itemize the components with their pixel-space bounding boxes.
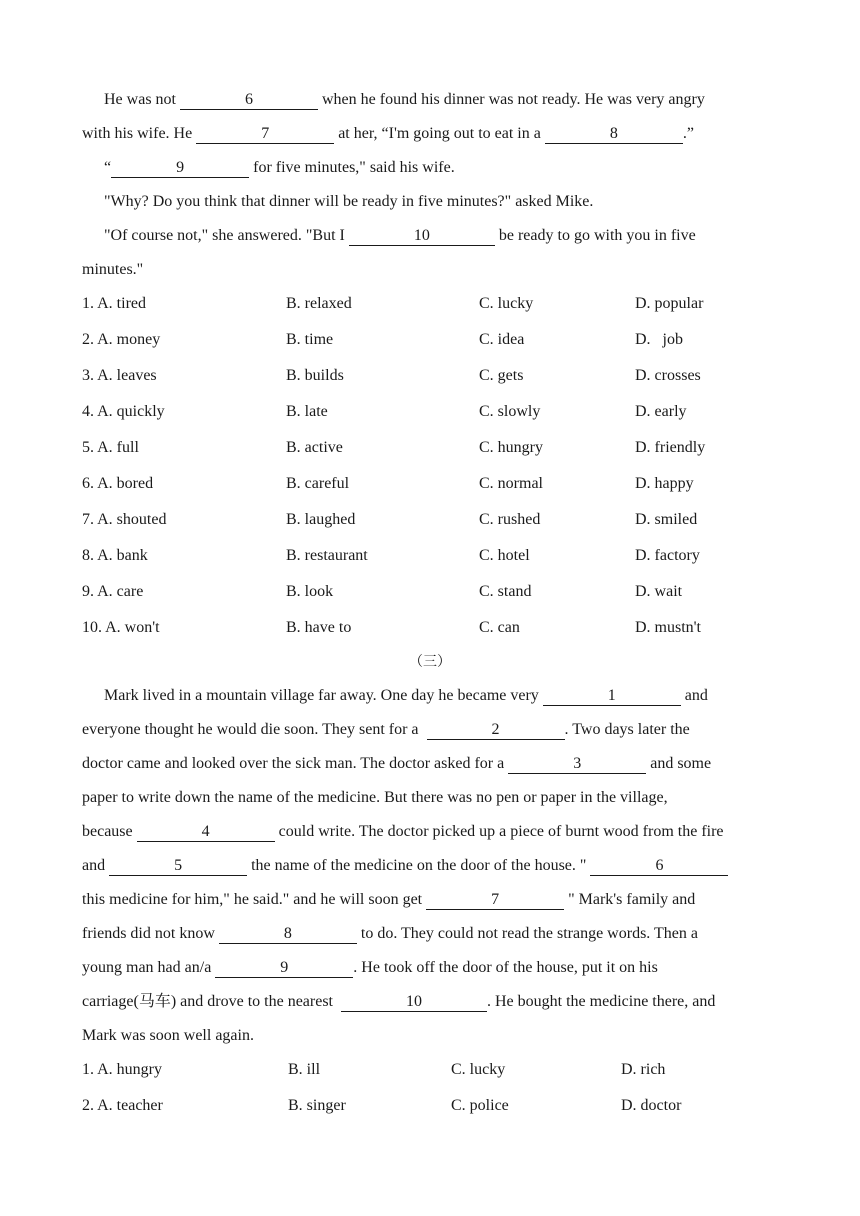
option-row bbox=[0, 510, 860, 530]
option-b: B. time bbox=[286, 331, 334, 348]
option-b: B. relaxed bbox=[286, 295, 352, 312]
passage-line: Mark lived in a mountain village far away. One day he became very 1 and bbox=[104, 687, 708, 704]
passage-line: "Why? Do you think that dinner will be ready in five minutes?" asked Mike. bbox=[104, 193, 594, 210]
option-c: C. hungry bbox=[479, 439, 543, 456]
option-a: 6. A. bored bbox=[82, 475, 154, 492]
option-c: C. hotel bbox=[479, 547, 530, 564]
option-b: B. careful bbox=[286, 475, 350, 492]
option-row bbox=[0, 402, 860, 422]
option-b: B. builds bbox=[286, 367, 344, 384]
option-d: D. mustn't bbox=[635, 619, 701, 636]
blank-2: 2 bbox=[427, 721, 565, 740]
option-a: 1. A. hungry bbox=[82, 1061, 162, 1078]
option-a: 5. A. full bbox=[82, 439, 139, 456]
passage-line: doctor came and looked over the sick man. The doctor asked for a 3 and some bbox=[82, 755, 712, 772]
option-row bbox=[0, 366, 860, 386]
passage-line: friends did not know 8 to do. They could not read the strange words. Then a bbox=[82, 925, 698, 942]
option-row bbox=[0, 294, 860, 314]
option-a: 2. A. money bbox=[82, 331, 161, 348]
option-a: 8. A. bank bbox=[82, 547, 148, 564]
option-b: B. late bbox=[286, 403, 328, 420]
option-d: D. wait bbox=[635, 583, 683, 600]
option-a: 1. A. tired bbox=[82, 295, 146, 312]
passage-line: and 5 the name of the medicine on the door of the house. " 6 bbox=[82, 856, 728, 876]
blank-1: 1 bbox=[543, 687, 681, 706]
passage-line: “ 9 for five minutes," said his wife. bbox=[104, 159, 455, 176]
option-d: D. happy bbox=[635, 475, 694, 492]
option-d: D. friendly bbox=[635, 439, 706, 456]
blank-3: 3 bbox=[508, 755, 646, 774]
option-row bbox=[0, 438, 860, 458]
option-b: B. active bbox=[286, 439, 343, 456]
option-b: B. restaurant bbox=[286, 547, 368, 564]
option-b: B. laughed bbox=[286, 511, 356, 528]
option-d: D. smiled bbox=[635, 511, 698, 528]
option-row bbox=[0, 330, 860, 350]
option-d: D. popular bbox=[635, 295, 704, 312]
option-a: 10. A. won't bbox=[82, 619, 160, 636]
passage-line: because 4 could write. The doctor picked up a piece of burnt wood from the fire bbox=[82, 823, 724, 840]
option-c: C. normal bbox=[479, 475, 543, 492]
blank-7: 7 bbox=[196, 125, 334, 144]
blank-9: 9 bbox=[111, 159, 249, 178]
blank-5: 5 bbox=[109, 857, 247, 876]
passage-line: Mark was soon well again. bbox=[82, 1027, 254, 1044]
option-d: D. crosses bbox=[635, 367, 701, 384]
option-d: D. early bbox=[635, 403, 687, 420]
option-row bbox=[0, 582, 860, 602]
option-a: 4. A. quickly bbox=[82, 403, 165, 420]
option-c: C. lucky bbox=[479, 295, 534, 312]
option-c: C. gets bbox=[479, 367, 524, 384]
passage-line: with his wife. He 7 at her, “I'm going out to eat in a 8 .” bbox=[82, 125, 694, 142]
option-b: B. have to bbox=[286, 619, 352, 636]
option-d: D. factory bbox=[635, 547, 700, 564]
blank-10: 10 bbox=[349, 227, 495, 246]
option-c: C. stand bbox=[479, 583, 532, 600]
blank-7: 7 bbox=[426, 891, 564, 910]
blank-8: 8 bbox=[219, 925, 357, 944]
blank-6: 6 bbox=[590, 857, 728, 876]
option-c: C. idea bbox=[479, 331, 525, 348]
option-d: D. rich bbox=[621, 1061, 666, 1078]
blank-9: 9 bbox=[215, 959, 353, 978]
passage-line: everyone thought he would die soon. They sent for a 2 . Two days later the bbox=[82, 721, 690, 738]
option-b: B. ill bbox=[288, 1061, 321, 1078]
option-row bbox=[0, 1096, 860, 1116]
section-title: （三） bbox=[409, 654, 451, 670]
blank-10: 10 bbox=[341, 993, 487, 1012]
blank-6: 6 bbox=[180, 91, 318, 110]
passage-line: minutes." bbox=[82, 261, 144, 278]
option-row bbox=[0, 474, 860, 494]
option-c: C. rushed bbox=[479, 511, 541, 528]
option-c: C. can bbox=[479, 619, 520, 636]
option-c: C. slowly bbox=[479, 403, 541, 420]
option-b: B. singer bbox=[288, 1097, 346, 1114]
option-a: 9. A. care bbox=[82, 583, 144, 600]
option-d: D. doctor bbox=[621, 1097, 682, 1114]
option-d: D. job bbox=[635, 331, 683, 348]
passage-line: young man had an/a 9 . He took off the door of the house, put it on his bbox=[82, 959, 658, 976]
option-b: B. look bbox=[286, 583, 334, 600]
passage-line: paper to write down the name of the medicine. But there was no pen or paper in the village, bbox=[82, 789, 668, 806]
blank-4: 4 bbox=[137, 823, 275, 842]
option-row bbox=[0, 546, 860, 566]
option-a: 7. A. shouted bbox=[82, 511, 167, 528]
blank-8: 8 bbox=[545, 125, 683, 144]
option-c: C. police bbox=[451, 1097, 509, 1114]
passage-line: "Of course not," she answered. "But I 10 be ready to go with you in five bbox=[104, 227, 696, 244]
option-row bbox=[0, 618, 860, 638]
option-c: C. lucky bbox=[451, 1061, 506, 1078]
passage-line: carriage(马车) and drove to the nearest 10 . He bought the medicine there, and bbox=[82, 993, 716, 1010]
option-a: 3. A. leaves bbox=[82, 367, 157, 384]
option-row bbox=[0, 1060, 860, 1080]
passage-line: He was not 6 when he found his dinner was not ready. He was very angry bbox=[104, 91, 705, 108]
option-a: 2. A. teacher bbox=[82, 1097, 163, 1114]
passage-line: this medicine for him," he said." and he will soon get 7 " Mark's family and bbox=[82, 891, 696, 908]
